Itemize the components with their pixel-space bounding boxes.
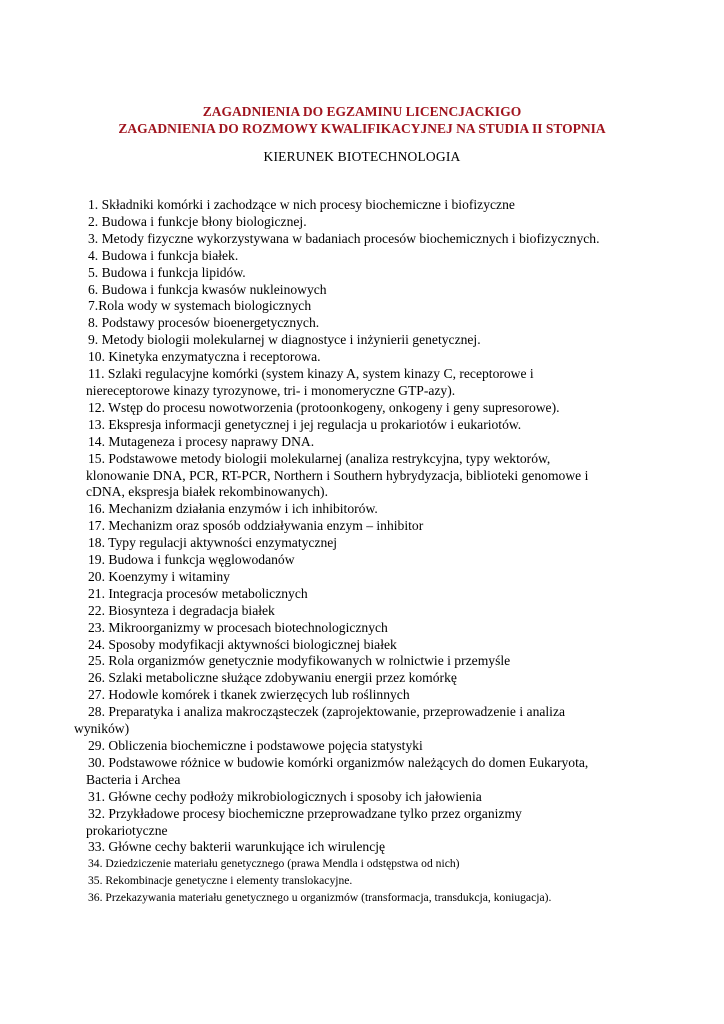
list-item-continuation: niereceptorowe kinazy tyrozynowe, tri- i monomeryczne GTP-azy). xyxy=(86,382,456,398)
list-item-text: 23. Mikroorganizmy w procesach biotechnologicznych xyxy=(88,619,388,635)
list-item-text: 11. Szlaki regulacyjne komórki (system kinazy A, system kinazy C, receptorowe i xyxy=(88,366,534,382)
list-item-27 xyxy=(88,687,648,704)
list-item-12 xyxy=(88,400,648,417)
list-item-text: 28. Preparatyka i analiza makrocząsteczek (zaprojektowanie, przeprowadzenie i analiza xyxy=(88,704,566,720)
list-item-text: 1. Składniki komórki i zachodzące w nich procesy biochemiczne i biofizyczne xyxy=(88,197,515,212)
list-item-continuation: cDNA, ekspresja białek rekombinowanych). xyxy=(86,484,328,500)
list-item-text: 15. Podstawowe metody biologii molekularnej (analiza restrykcyjna, typy wektorów, xyxy=(88,450,551,466)
list-item-23 xyxy=(88,620,648,637)
list-item-7 xyxy=(88,298,648,315)
list-item-10 xyxy=(88,349,648,366)
list-item-text: 13. Ekspresja informacji genetycznej i jej regulacja u prokariotów i eukariotów. xyxy=(88,416,522,432)
list-item-text: 32. Przykładowe procesy biochemiczne przeprowadzane tylko przez organizmy xyxy=(88,805,522,821)
list-item-text: 8. Podstawy procesów bioenergetycznych. xyxy=(88,315,320,331)
list-item-30 xyxy=(88,755,648,789)
list-item-8 xyxy=(88,315,648,332)
list-item-text: 35. Rekombinacje genetyczne i elementy translokacyjne. xyxy=(88,874,353,888)
list-item-36 xyxy=(88,890,648,907)
list-item-26 xyxy=(88,670,648,687)
list-item-text: 10. Kinetyka enzymatyczna i receptorowa. xyxy=(88,349,321,365)
list-item-24 xyxy=(88,637,648,654)
list-item-text: 2. Budowa i funkcje błony biologicznej. xyxy=(88,213,307,229)
list-item-9 xyxy=(88,332,648,349)
list-item-4 xyxy=(88,248,648,265)
list-item-text: 9. Metody biologii molekularnej w diagnostyce i inżynierii genetycznej. xyxy=(88,332,481,348)
list-item-text: 19. Budowa i funkcja węglowodanów xyxy=(88,552,295,568)
document-title-line-2: ZAGADNIENIA DO ROZMOWY KWALIFIKACYJNEJ NA STUDIA II STOPNIA xyxy=(118,121,606,136)
list-item-5 xyxy=(88,265,648,282)
list-item-text: 22. Biosynteza i degradacja białek xyxy=(88,602,275,618)
list-item-text: 36. Przekazywania materiału genetycznego u organizmów (transformacja, transdukcja, koniugacja). xyxy=(88,891,552,905)
list-item-text: 3. Metody fizyczne wykorzystywana w badaniach procesów biochemicznych i biofizycznych. xyxy=(88,230,600,246)
list-item-text: 33. Główne cechy bakterii warunkujące ich wirulencję xyxy=(88,839,386,855)
list-item-14 xyxy=(88,434,648,451)
list-item-19 xyxy=(88,552,648,569)
list-item-text: 17. Mechanizm oraz sposób oddziaływania enzym – inhibitor xyxy=(88,518,424,534)
list-item-text: 6. Budowa i funkcja kwasów nukleinowych xyxy=(88,281,327,297)
list-item-16 xyxy=(88,501,648,518)
list-item-text: 34. Dziedziczenie materiału genetycznego (prawa Mendla i odstępstwa od nich) xyxy=(88,857,460,871)
list-item-35 xyxy=(88,873,648,890)
list-item-3 xyxy=(88,231,648,248)
list-item-31 xyxy=(88,789,648,806)
list-item-11 xyxy=(88,366,648,400)
list-item-29 xyxy=(88,738,648,755)
list-item-text: 7.Rola wody w systemach biologicznych xyxy=(88,298,312,314)
list-item-continuation: klonowanie DNA, PCR, RT-PCR, Northern i Southern hybrydyzacja, biblioteki genomowe i xyxy=(86,467,589,483)
list-item-text: 20. Koenzymy i witaminy xyxy=(88,568,230,584)
list-item-continuation: Bacteria i Archea xyxy=(86,771,181,787)
list-item-28 xyxy=(74,704,648,738)
list-item-text: 16. Mechanizm działania enzymów i ich inhibitorów. xyxy=(88,501,378,517)
list-item-text: 30. Podstawowe różnice w budowie komórki organizmów należących do domen Eukaryota, xyxy=(88,754,589,770)
list-item-text: 26. Szlaki metaboliczne służące zdobywaniu energii przez komórkę xyxy=(88,670,457,686)
list-item-21 xyxy=(88,586,648,603)
list-item-text: 21. Integracja procesów metabolicznych xyxy=(88,585,308,601)
list-item-text: 27. Hodowle komórek i tkanek zwierzęcych lub roślinnych xyxy=(88,687,410,703)
document-subtitle: KIERUNEK BIOTECHNOLOGIA xyxy=(263,149,461,164)
list-item-text: 31. Główne cechy podłoży mikrobiologicznych i sposoby ich jałowienia xyxy=(88,788,482,804)
list-item-text: 29. Obliczenia biochemiczne i podstawowe pojęcia statystyki xyxy=(88,738,423,753)
list-item-1 xyxy=(88,197,648,214)
list-item-6 xyxy=(88,282,648,299)
list-item-text: 24. Sposoby modyfikacji aktywności biologicznej białek xyxy=(88,636,397,652)
list-item-text: 25. Rola organizmów genetycznie modyfikowanych w rolnictwie i przemyśle xyxy=(88,653,511,669)
list-item-text: 5. Budowa i funkcja lipidów. xyxy=(88,264,246,280)
list-item-20 xyxy=(88,569,648,586)
list-item-15 xyxy=(88,451,648,502)
list-item-25 xyxy=(88,653,648,670)
list-item-2 xyxy=(88,214,648,231)
list-item-13 xyxy=(88,417,648,434)
document-title-line-1: ZAGADNIENIA DO EGZAMINU LICENCJACKIGO xyxy=(202,104,522,119)
list-item-18 xyxy=(88,535,648,552)
list-item-text: 18. Typy regulacji aktywności enzymatycznej xyxy=(88,535,338,551)
list-item-continuation: prokariotyczne xyxy=(86,822,168,838)
list-item-text: 4. Budowa i funkcja białek. xyxy=(88,247,239,263)
list-item-continuation: wyników) xyxy=(74,721,130,737)
topic-list xyxy=(74,197,648,907)
list-item-text: 14. Mutageneza i procesy naprawy DNA. xyxy=(88,433,315,449)
list-item-22 xyxy=(88,603,648,620)
list-item-17 xyxy=(88,518,648,535)
list-item-33 xyxy=(88,839,648,856)
list-item-text: 12. Wstęp do procesu nowotworzenia (protoonkogeny, onkogeny i geny supresorowe). xyxy=(88,399,560,415)
list-item-34 xyxy=(88,856,648,873)
list-item-32 xyxy=(88,806,648,840)
